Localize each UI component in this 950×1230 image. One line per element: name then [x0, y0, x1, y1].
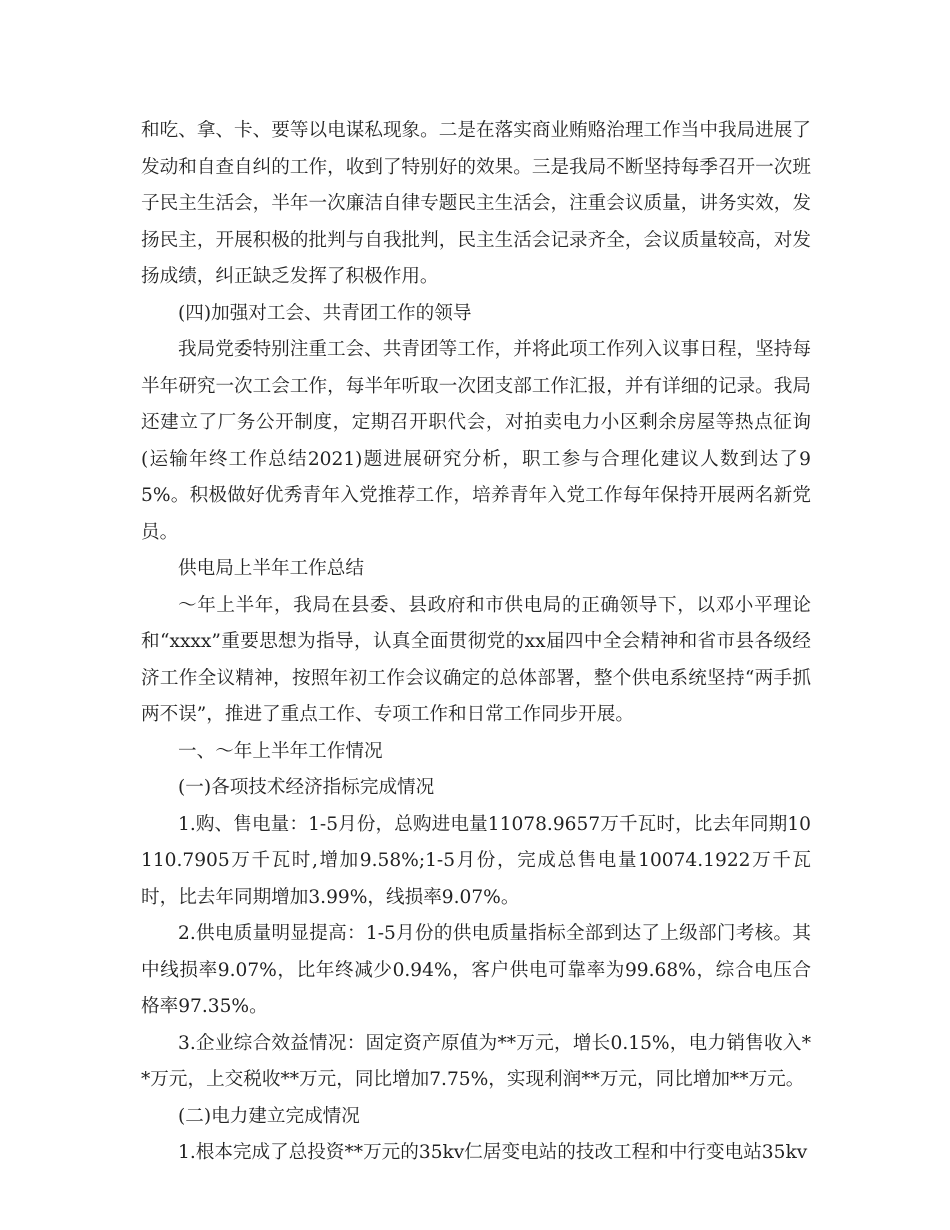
subsection-heading: (二)电力建立完成情况: [178, 1105, 360, 1127]
section-heading: 一、～年上半年工作情况: [178, 740, 383, 762]
body-paragraph: 和吃、拿、卡、要等以电谋私现象。二是在落实商业贿赂治理工作当中我局进展了发动和自查自纠的工作，收到了特别好的效果。三是我局不断坚持每季召开一次班子民主生活会，半年一次廉洁自律专题民主生活会，注重会议质量，讲务实效，发扬民主，开展积极的批判与自我批判，民主生活会记录齐全，会议质量较高，对发扬成绩，纠正缺乏发挥了积极作用。: [141, 120, 811, 287]
subsection-heading: (一)各项技术经济指标完成情况: [178, 777, 435, 798]
body-paragraph: 我局党委特别注重工会、共青团等工作，并将此项工作列入议事日程，坚持每半年研究一次工会工作，每半年听取一次团支部工作汇报，并有详细的记录。我局还建立了厂务公开制度，定期召开职代会，对拍卖电力小区剩余房屋等热点征询(运输年终工作总结2021)题进展研究分析，职工参与合理化建议人数到达了95%。积极做好优秀青年入党推荐工作，培养青年入党工作每年保持开展两名新党员。: [141, 339, 811, 543]
document-body: [141, 113, 811, 1172]
section-heading: (四)加强对工会、共青团工作的领导: [178, 302, 472, 324]
body-paragraph: 1.根本完成了总投资**万元的35kv仁居变电站的技改工程和中行变电站35kv: [178, 1142, 808, 1163]
body-paragraph: ～年上半年，我局在县委、县政府和市供电局的正确领导下，以邓小平理论和“xxxx”重要思想为指导，认真全面贯彻党的xx届四中全会精神和省市县各级经济工作全议精神，按照年初工作会议确定的总体部署，整个供电系统坚持“两手抓两不误”，推进了重点工作、专项工作和日常工作同步开展。: [141, 594, 811, 725]
body-paragraph: 3.企业综合效益情况：固定资产原值为**万元，增长0.15%，电力销售收入**万元，上交税收**万元，同比增加7.75%，实现利润**万元，同比增加**万元。: [141, 1032, 811, 1090]
body-paragraph: 1.购、售电量：1-5月份，总购进电量11078.9657万千瓦时，比去年同期10110.7905万千瓦时,增加9.58%;1-5月份，完成总售电量10074.1922万千瓦时，比去年同期增加3.99%，线损率9.07%。: [141, 813, 811, 908]
body-paragraph: 2.供电质量明显提高：1-5月份的供电质量指标全部到达了上级部门考核。其中线损率9.07%，比年终减少0.94%，客户供电可靠率为99.68%，综合电压合格率97.35%。: [141, 923, 811, 1017]
document-title: 供电局上半年工作总结: [178, 558, 364, 579]
